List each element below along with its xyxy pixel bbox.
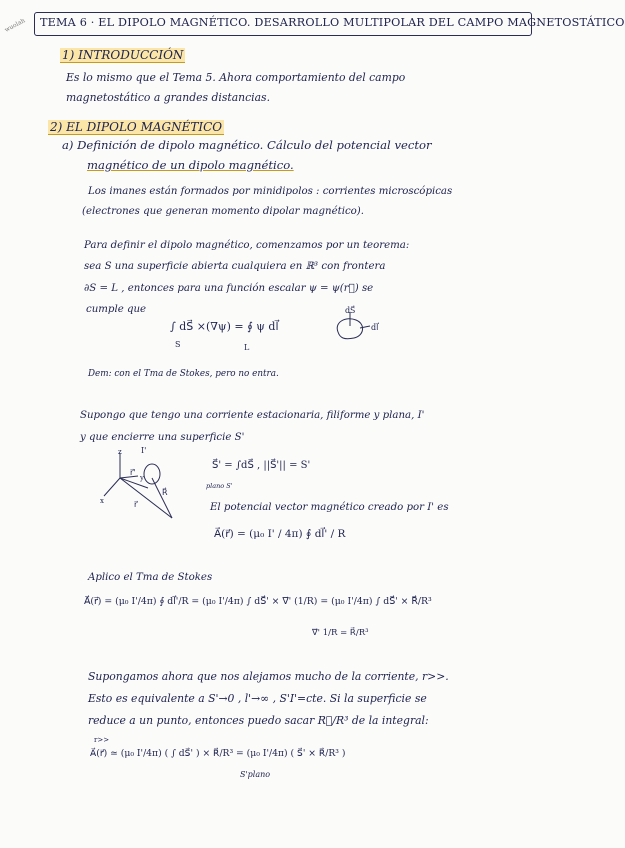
fig1-dl-label: dl⃗ bbox=[371, 323, 379, 332]
p1-line1: Los imanes están formados por minidipolos : corrientes microscópicas bbox=[88, 186, 453, 197]
s1-line1: Es lo mismo que el Tema 5. Ahora comportamiento del campo bbox=[66, 71, 406, 84]
section-1-heading: 1) INTRODUCCIÓN bbox=[62, 48, 184, 62]
s1-line2: magnetostático a grandes distancias. bbox=[66, 91, 271, 104]
fig2-equation: S⃗' = ∫dS⃗ , ||S⃗'|| = S' bbox=[212, 460, 311, 471]
fig2-x: x bbox=[100, 497, 104, 505]
p6-line1: Supongamos ahora que nos alejamos mucho de la corriente, r>>. bbox=[88, 670, 449, 683]
sub-a-line2: magnético de un dipolo magnético. bbox=[87, 158, 294, 172]
fig2-I: I' bbox=[141, 446, 147, 455]
eq1-sub-s: S bbox=[175, 340, 181, 349]
eq4: A⃗(r⃗) ≃ (μ₀ I'/4π) ( ∫ dS⃗' ) × R⃗/R³ = (μ₀ I'/4π) ( S⃗' × R⃗/R³ ) bbox=[90, 748, 346, 759]
p3-line1: Supongo que tengo una corriente estacionaria, filiforme y plana, I' bbox=[80, 410, 425, 421]
p2-line4: cumple que bbox=[86, 304, 147, 315]
section-2-heading: 2) EL DIPOLO MAGNÉTICO bbox=[50, 120, 223, 134]
p1-line2: (electrones que generan momento dipolar magnético). bbox=[82, 206, 365, 217]
p2-line1: Para definir el dipolo magnético, comenzamos por un teorema: bbox=[84, 240, 410, 251]
fig1-ds-label: dS⃗ bbox=[345, 306, 356, 315]
fig2-R: R⃗ bbox=[162, 488, 168, 497]
current-loop-sketch bbox=[100, 448, 210, 528]
p2-line3: ∂S = L , entonces para una función escalar ψ = ψ(r⃗) se bbox=[84, 283, 374, 294]
demo-note: Dem: con el Tma de Stokes, pero no entra. bbox=[88, 369, 279, 379]
fig2-z: z bbox=[118, 448, 122, 456]
p5: Aplico el Tma de Stokes bbox=[88, 572, 213, 583]
eq2: A⃗(r⃗) = (μ₀ I' / 4π) ∮ dl⃗' / R bbox=[214, 528, 346, 540]
p6-line2: Esto es equivalente a S'→0 , l'→∞ , S'I'=cte. Si la superficie se bbox=[88, 692, 427, 705]
p3-line2: y que encierre una superficie S' bbox=[80, 432, 245, 443]
fig2-r-prime: r⃗' bbox=[130, 468, 136, 477]
stokes-identity: ∫ dS⃗ ×(∇ψ) = ∮ ψ dl⃗ bbox=[170, 320, 279, 333]
eq1-sub-l: L bbox=[244, 343, 250, 352]
wuolah-stamp: wuolah bbox=[3, 17, 27, 34]
eq3-note: ∇⃗' 1/R = R⃗/R³ bbox=[312, 628, 369, 638]
surface-sketch bbox=[330, 308, 390, 344]
page-title: TEMA 6 · EL DIPOLO MAGNÉTICO. DESARROLLO MULTIPOLAR DEL CAMPO MAGNETOSTÁTICO bbox=[40, 16, 625, 29]
fig2-plane-label: plano S' bbox=[206, 482, 233, 490]
p6-line3: reduce a un punto, entonces puedo sacar R⃗/R³ de la integral: bbox=[88, 714, 429, 727]
sub-a-line1: a) Definición de dipolo magnético. Cálculo del potencial vector bbox=[62, 138, 432, 152]
p2-line2: sea S una superficie abierta cualquiera en ℝ³ con frontera bbox=[84, 261, 386, 272]
fig2-y: y bbox=[140, 474, 144, 482]
eq3: A⃗(r⃗) = (μ₀ I'/4π) ∮ dl⃗'/R = (μ₀ I'/4π) ∫ dS⃗' × ∇⃗' (1/R) = (μ₀ I'/4π) ∫ dS⃗' × R⃗/R³ bbox=[84, 596, 432, 607]
p4: El potencial vector magnético creado por I' es bbox=[210, 502, 449, 513]
eq4-note: S'plano bbox=[240, 770, 271, 779]
fig2-r: r⃗ bbox=[134, 500, 138, 509]
eq4-over: r>> bbox=[94, 736, 110, 744]
